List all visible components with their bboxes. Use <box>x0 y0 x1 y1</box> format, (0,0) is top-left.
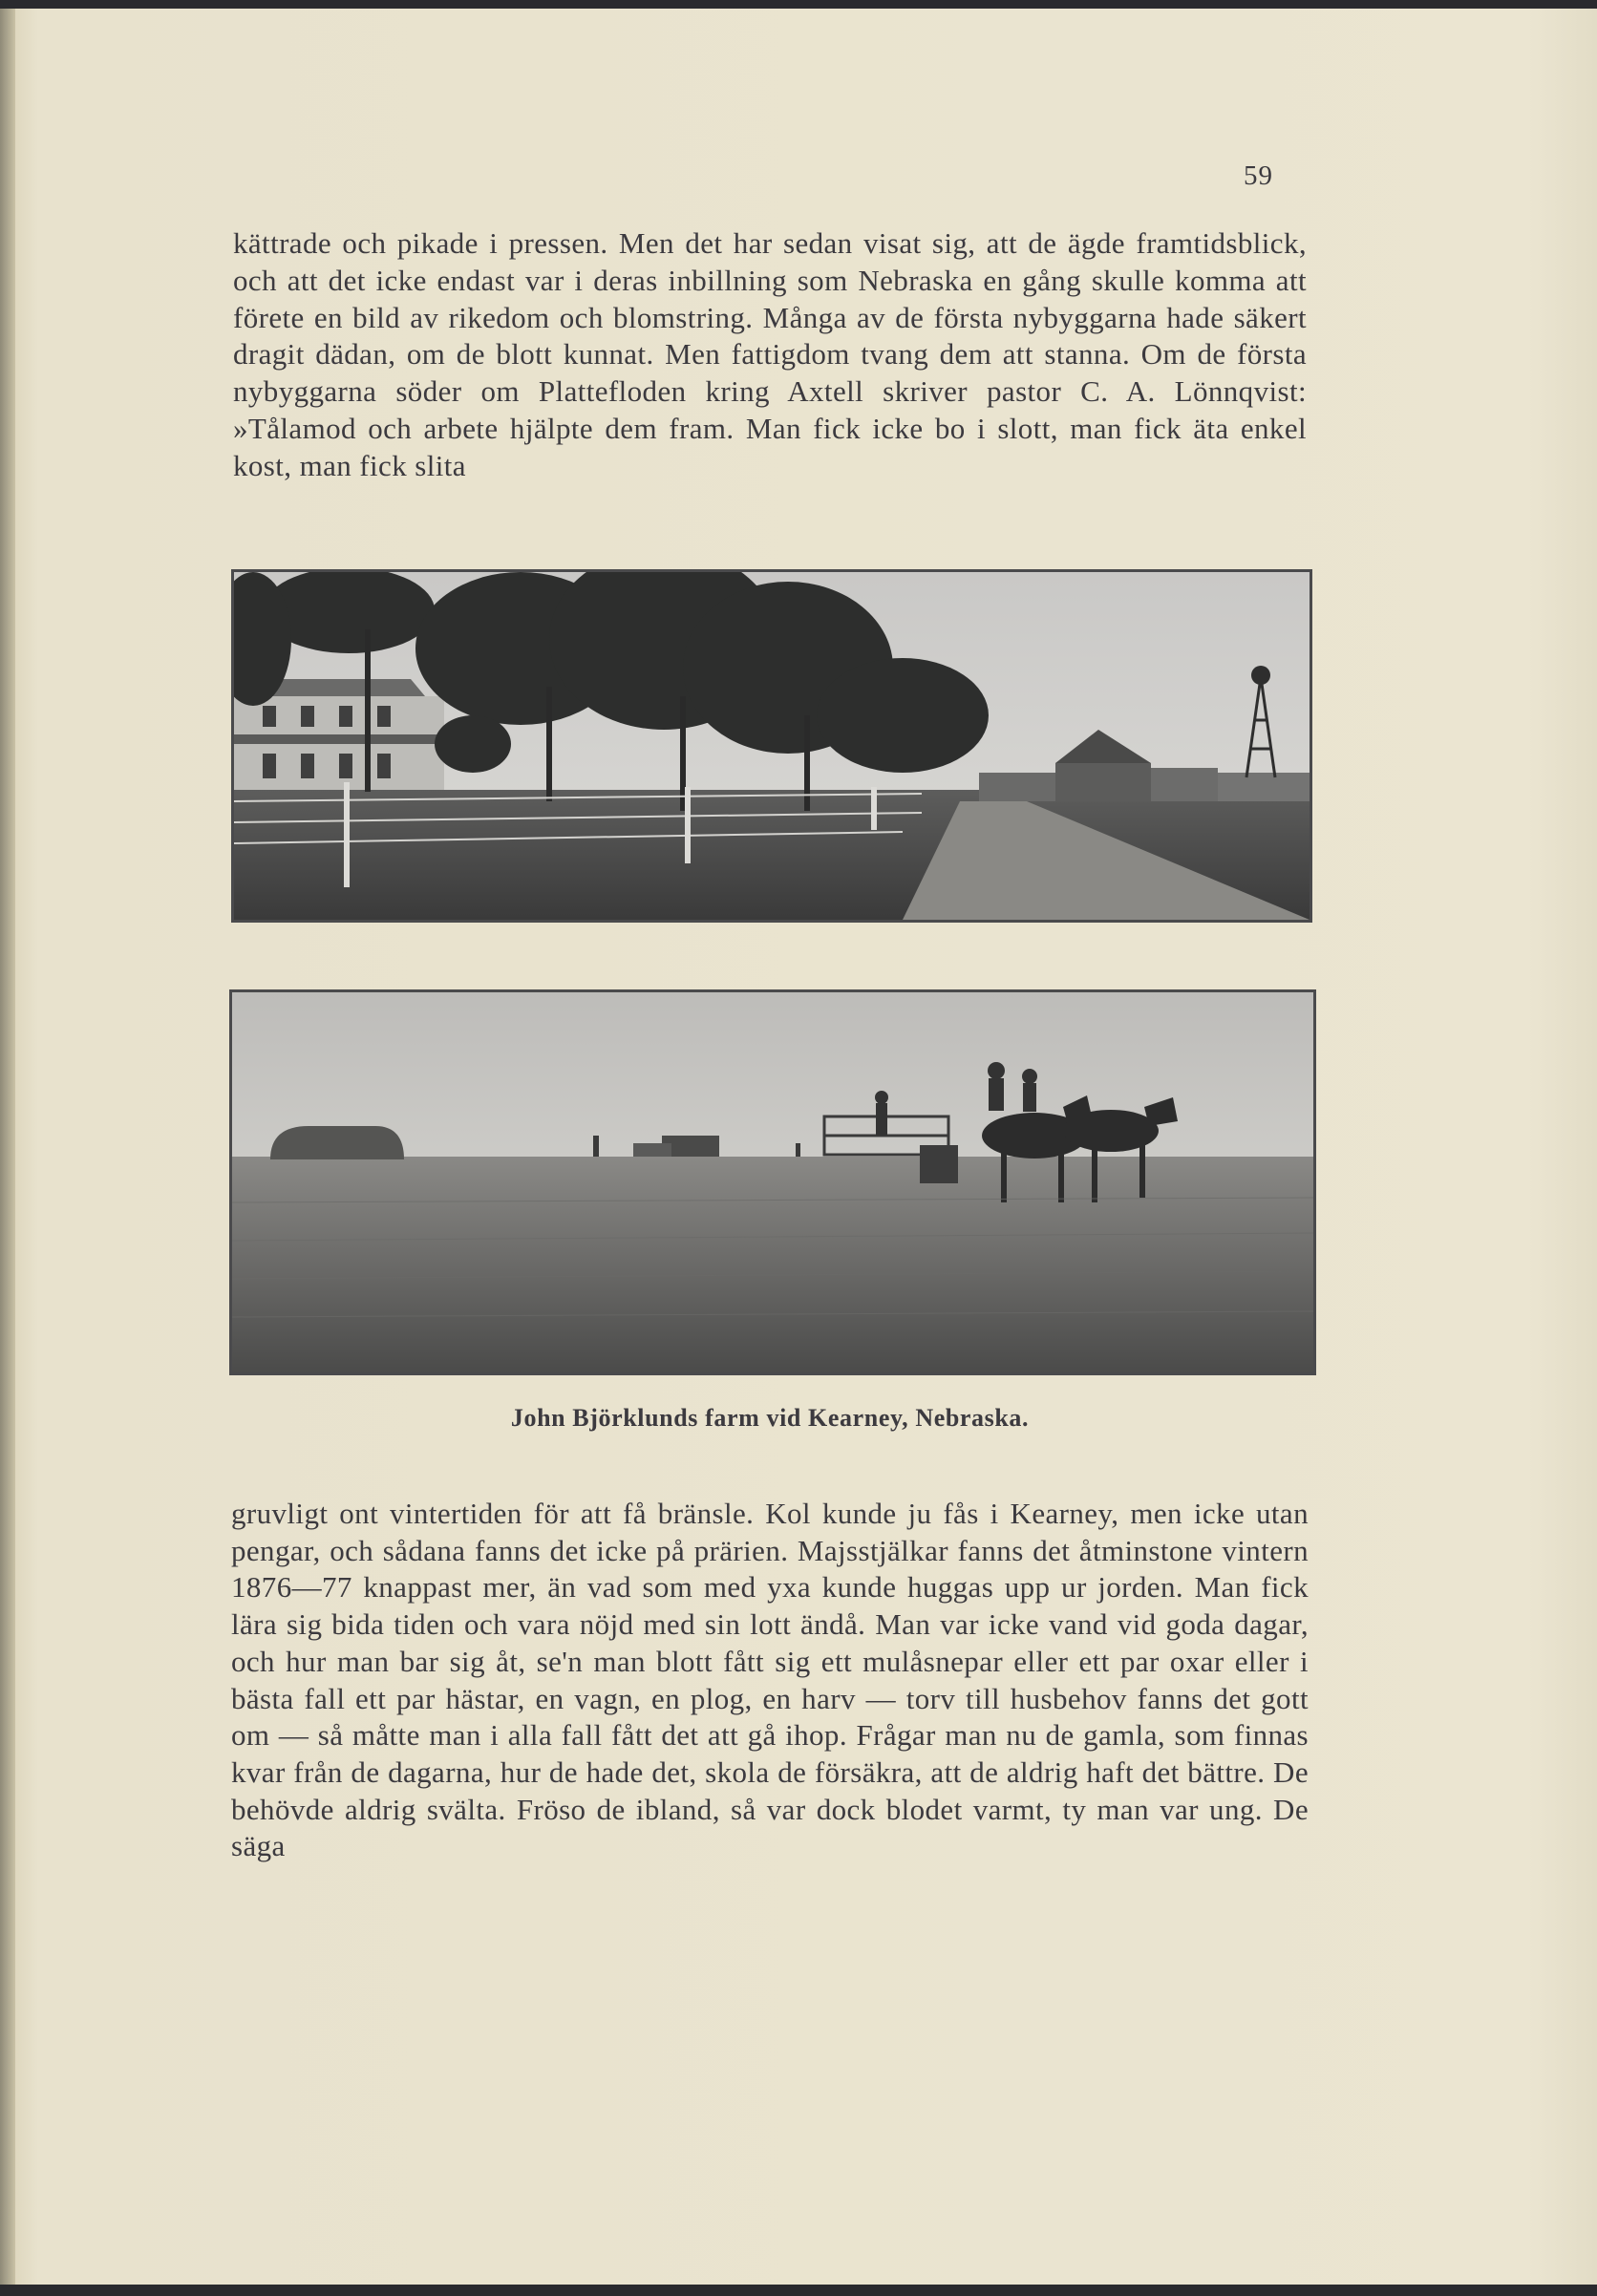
harvest-photo <box>229 989 1316 1375</box>
bottom-edge <box>0 2285 1597 2296</box>
farm-photo <box>231 569 1312 923</box>
page-number: 59 <box>1244 160 1273 191</box>
paragraph-bottom: gruvligt ont vintertiden för att få bränsle. Kol kunde ju fås i Kearney, men icke utan pengar, och sådana fanns det icke på prärien. Majsstjälkar fanns det åtminstone vintern 1876—77 knappast mer, än vad som med yxa kunde huggas upp ur jorden. Man fick lära sig bida tiden och vara nöjd med sin lott ändå. Man var icke vand vid goda dagar, och hur man bar sig åt, se'n man blott fått sig ett mulåsnepar eller ett par oxar eller i bästa fall ett par hästar, en vagn, en plog, en harv — torv till husbehov fanns det gott om — så måtte man i alla fall fått det att gå ihop. Frågar man nu de gamla, som finnas kvar från de dagarna, hur de hade det, skola de försäkra, att de aldrig haft det bättre. De behövde aldrig svälta. Fröso de ibland, så var dock blodet varmt, ty man var ung. De säga <box>231 1497 1309 1863</box>
paragraph-top: kättrade och pikade i pressen. Men det har sedan visat sig, att de ägde framtidsblick, och att det icke endast var i deras inbillning som Nebraska en gång skulle komma att förete en bild av rikedom och blomstring. Många av de första nybyggarna hade säkert dragit dädan, om de blott kunnat. Men fattigdom tvang dem att stanna. Om de första nybyggarna söder om Plattefloden kring Axtell skriver pastor C. A. Lönnqvist: »Tålamod och arbete hjälpte dem fram. Man fick icke bo i slott, man fick äta enkel kost, man fick slita <box>233 226 1307 482</box>
farm-photo-image <box>234 572 1310 920</box>
harvest-photo-image <box>232 992 1313 1372</box>
top-edge <box>0 0 1597 9</box>
binding-shadow <box>0 0 15 2296</box>
figure-caption: John Björklunds farm vid Kearney, Nebraska. <box>510 1404 1030 1432</box>
